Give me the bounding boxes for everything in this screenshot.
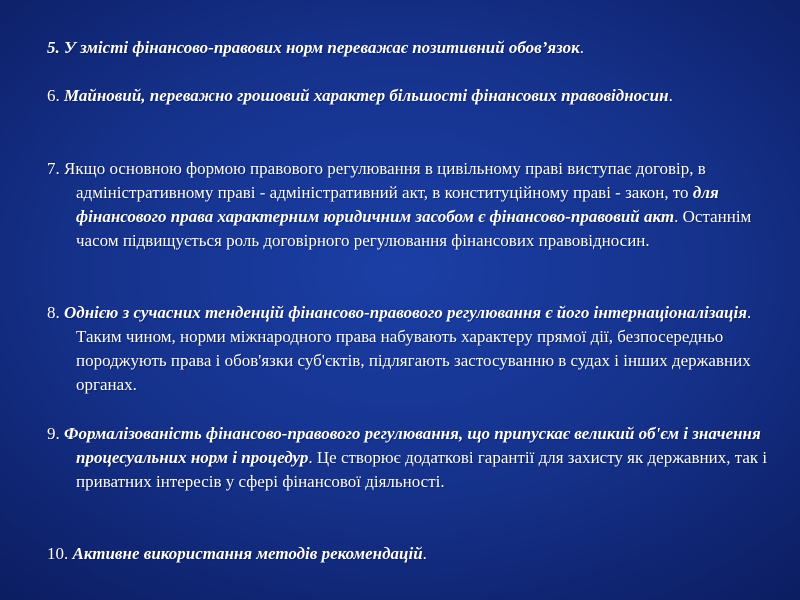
item-text: . (422, 544, 427, 563)
item-text-bold: для фінансового права характерним юридичним засобом є фінансово-правовий акт (76, 183, 719, 226)
item-number: 9. (47, 424, 60, 443)
item-text: . Це створює додаткові гарантії для захисту як державних, так і приватних інтересів у сфері фінансової діяльності. (76, 448, 768, 491)
list-item-5 (47, 36, 796, 60)
list-item-7 (47, 157, 796, 253)
item-number: 6. (47, 86, 60, 105)
list-item-6 (47, 84, 796, 108)
item-text-bold: У змісті фінансово-правових норм переважає позитивний обов’язок (59, 38, 580, 57)
item-text: . (579, 38, 584, 57)
item-number: 8. (47, 303, 60, 322)
item-text: . Останнім часом підвищується роль договірного регулювання фінансових правовідносин. (76, 207, 752, 250)
item-number: 5. (47, 38, 60, 57)
list-item-8 (47, 301, 796, 397)
list-item-10 (47, 542, 796, 566)
item-text-bold: Формалізованість фінансово-правового регулювання, що припускає великий об'єм і значення процесуальних норм і процедур (59, 424, 761, 467)
item-text-bold: Активне використання методів рекомендацій (68, 544, 423, 563)
item-text: . (668, 86, 673, 105)
item-number: 10. (47, 544, 69, 563)
item-number: 7. (47, 159, 60, 178)
item-text: Якщо основною формою правового регулювання в цивільному праві виступає договір, в адміністративному праві - адміністративний акт, в конституційному праві - закон, то (59, 159, 706, 202)
item-text-bold: Майновий, переважно грошовий характер більшості фінансових правовідносин (59, 86, 669, 105)
item-text-bold: Однією з сучасних тенденцій фінансово-правового регулювання є його інтернаціоналізація (59, 303, 747, 322)
list-item-9 (47, 422, 796, 494)
item-text: . Таким чином, норми міжнародного права набувають характеру прямої дії, безпосередньо породжують права і обов'язки суб'єктів, підлягають застосуванню в судах і інших державних органах. (76, 303, 752, 394)
